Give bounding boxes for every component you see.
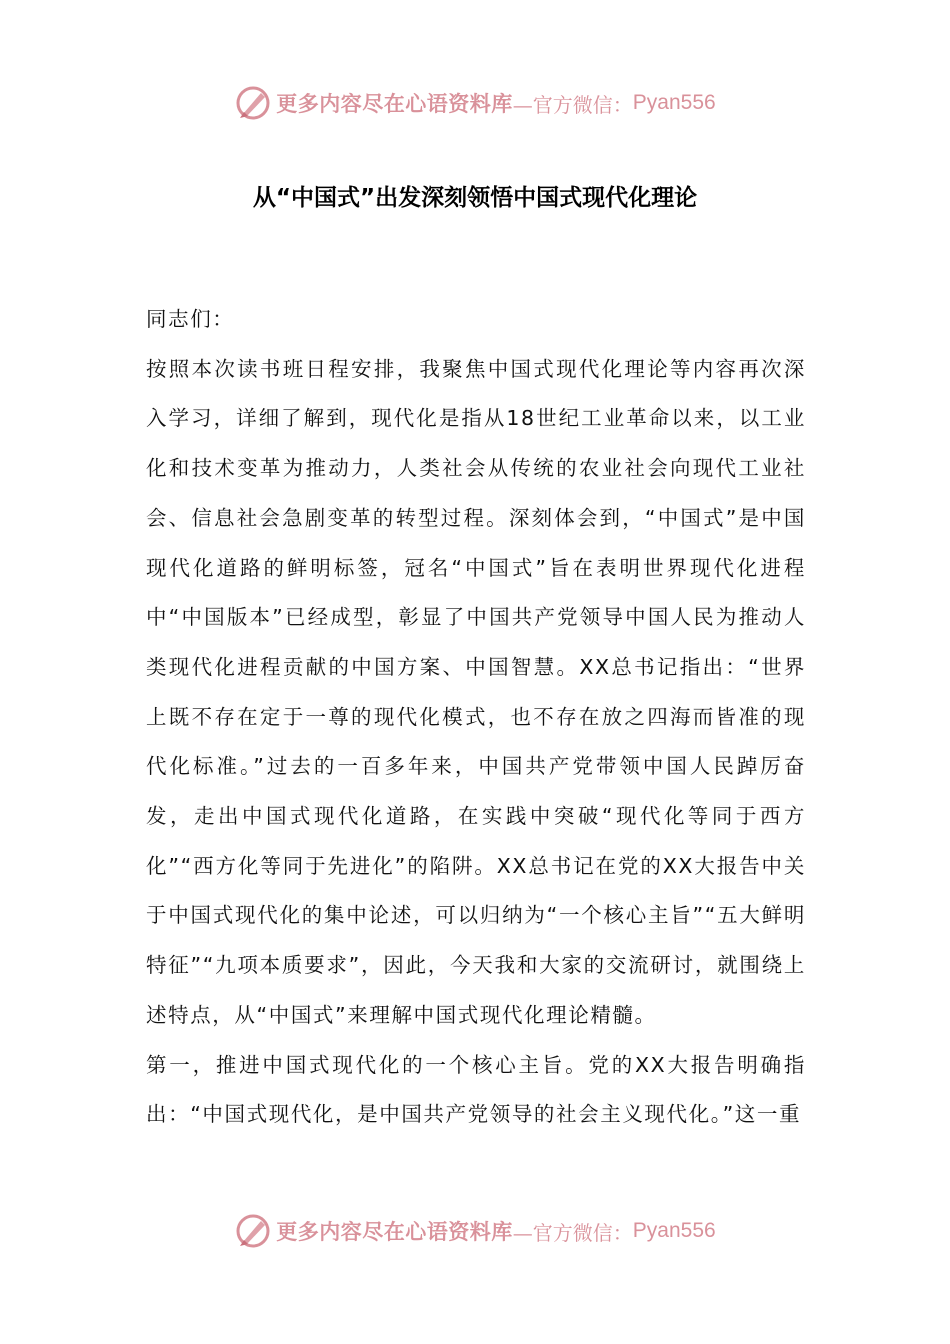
pen-logo-icon [234, 1212, 272, 1250]
pen-logo-icon [234, 84, 272, 122]
banner-sub-text: —官方微信： [512, 92, 633, 117]
banner-main-text: 更多内容尽在心语资料库 [276, 1219, 513, 1244]
document-body [146, 295, 806, 1140]
paragraph: 按照本次读书班日程安排，我聚焦中国式现代化理论等内容再次深入学习，详细了解到，现代化是指从18世纪工业革命以来，以工业化和技术变革为推动力，人类社会从传统的农业社会向现代工业社会、信息社会急剧变革的转型过程。深刻体会到，“中国式”是中国现代化道路的鲜明标签，冠名“中国式”旨在表明世界现代化进程中“中国版本”已经成型，彰显了中国共产党领导中国人民为推动人类现代化进程贡献的中国方案、中国智慧。XX总书记指出：“世界上既不存在定于一尊的现代化模式，也不存在放之四海而皆准的现代化标准。”过去的一百多年来，中国共产党带领中国人民踔厉奋发，走出中国式现代化道路，在实践中突破“现代化等同于西方化”“西方化等同于先进化”的陷阱。XX总书记在党的XX大报告中关于中国式现代化的集中论述，可以归纳为“一个核心主旨”“五大鲜明特征”“九项本质要求”，因此，今天我和大家的交流研讨，就围绕上述特点，从“中国式”来理解中国式现代化理论精髓。 [146, 356, 806, 1027]
banner-main-text: 更多内容尽在心语资料库 [276, 91, 513, 116]
header-watermark [0, 81, 950, 125]
document-title: 从“中国式”出发深刻领悟中国式现代化理论 [252, 185, 698, 211]
footer-watermark [0, 1209, 950, 1253]
banner-sub-text: —官方微信： [512, 1220, 633, 1245]
banner-wechat-id: Pyan556 [632, 91, 716, 114]
paragraph: 第一，推进中国式现代化的一个核心主旨。党的XX大报告明确指出：“中国式现代化，是中国共产党领导的社会主义现代化。”这一重 [146, 1052, 806, 1127]
banner-wechat-id: Pyan556 [632, 1219, 716, 1242]
salutation: 同志们： [146, 307, 235, 331]
